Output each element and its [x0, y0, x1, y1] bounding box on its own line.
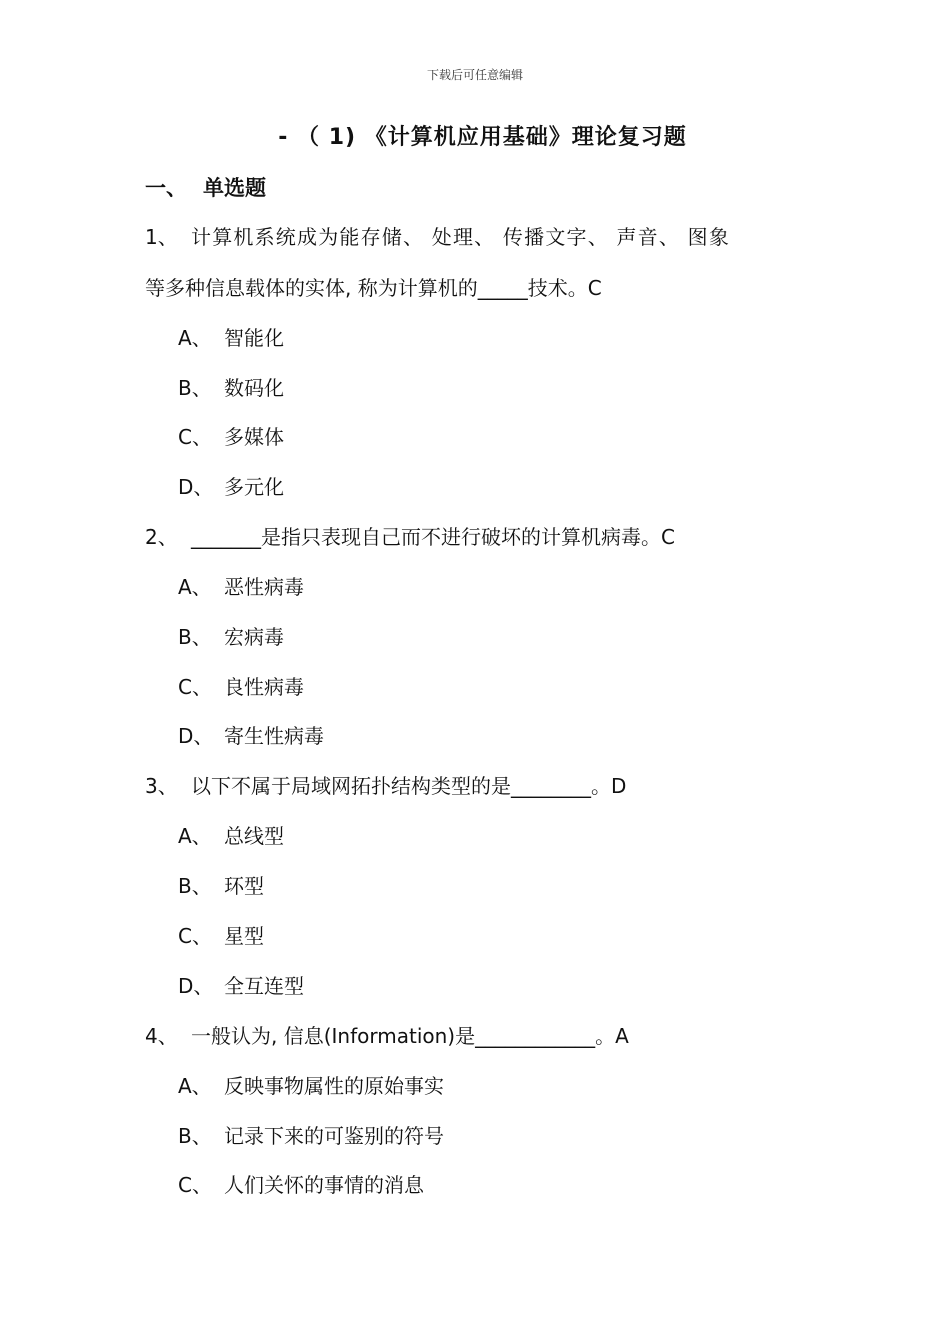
question-1-option-b [178, 373, 284, 403]
question-2-line-1 [145, 522, 675, 552]
question-2-option-c [178, 672, 304, 702]
question-4-option-c [178, 1170, 424, 1200]
question-1-line-1 [145, 222, 730, 252]
section-number: 一、 [145, 176, 187, 200]
option-letter: A、 [178, 824, 212, 848]
option-text: 宏病毒 [224, 625, 284, 649]
option-letter: B、 [178, 1124, 212, 1148]
option-text: 多媒体 [224, 425, 284, 449]
option-text: 反映事物属性的原始事实 [224, 1074, 444, 1098]
question-1-option-a [178, 323, 284, 353]
question-4-line-1 [145, 1021, 629, 1051]
header-note: 下载后可任意编辑 [426, 68, 523, 82]
option-text: 智能化 [224, 326, 284, 350]
question-4-option-a [178, 1071, 444, 1101]
question-number: 2、 [145, 525, 178, 549]
question-1-option-c [178, 422, 284, 452]
option-letter: C、 [178, 1173, 212, 1197]
question-number: 1、 [145, 225, 178, 249]
option-letter: A、 [178, 575, 212, 599]
option-text: 全互连型 [224, 974, 304, 998]
question-2-option-d [178, 721, 324, 751]
section-heading [145, 172, 266, 202]
question-2-option-b [178, 622, 284, 652]
question-3-option-b [178, 871, 264, 901]
option-letter: D、 [178, 724, 214, 748]
section-label: 单选题 [203, 176, 266, 200]
option-letter: C、 [178, 675, 212, 699]
option-text: 环型 [224, 874, 264, 898]
question-3-option-d [178, 971, 304, 1001]
option-letter: B、 [178, 625, 212, 649]
question-text: 以下不属于局域网拓扑结构类型的是________。D [191, 774, 627, 798]
option-text: 人们关怀的事情的消息 [224, 1173, 424, 1197]
option-letter: A、 [178, 1074, 212, 1098]
option-letter: C、 [178, 425, 212, 449]
question-3-line-1 [145, 771, 626, 801]
question-text: _______是指只表现自己而不进行破坏的计算机病毒。C [191, 525, 675, 549]
question-number: 4、 [145, 1024, 178, 1048]
option-text: 恶性病毒 [224, 575, 304, 599]
option-letter: B、 [178, 376, 212, 400]
option-text: 良性病毒 [224, 675, 304, 699]
option-letter: B、 [178, 874, 212, 898]
question-1-option-d [178, 472, 284, 502]
question-number: 3、 [145, 774, 178, 798]
question-3-option-a [178, 821, 284, 851]
question-2-option-a [178, 572, 304, 602]
document-title: - （ 1) 《计算机应用基础》理论复习题 [278, 125, 687, 150]
option-letter: C、 [178, 924, 212, 948]
option-text: 总线型 [224, 824, 284, 848]
question-text: 计算机系统成为能存储、 处理、 传播文字、 声音、 图象 [191, 225, 731, 249]
option-text: 星型 [224, 924, 264, 948]
question-1-line-2: 等多种信息载体的实体, 称为计算机的_____技术。C [145, 276, 602, 300]
option-letter: D、 [178, 475, 214, 499]
option-text: 记录下来的可鉴别的符号 [224, 1124, 444, 1148]
option-letter: A、 [178, 326, 212, 350]
option-text: 数码化 [224, 376, 284, 400]
option-text: 多元化 [224, 475, 284, 499]
option-letter: D、 [178, 974, 214, 998]
option-text: 寄生性病毒 [224, 724, 324, 748]
question-4-option-b [178, 1121, 444, 1151]
question-3-option-c [178, 921, 264, 951]
question-text: 一般认为, 信息(Information)是____________。A [191, 1024, 629, 1048]
